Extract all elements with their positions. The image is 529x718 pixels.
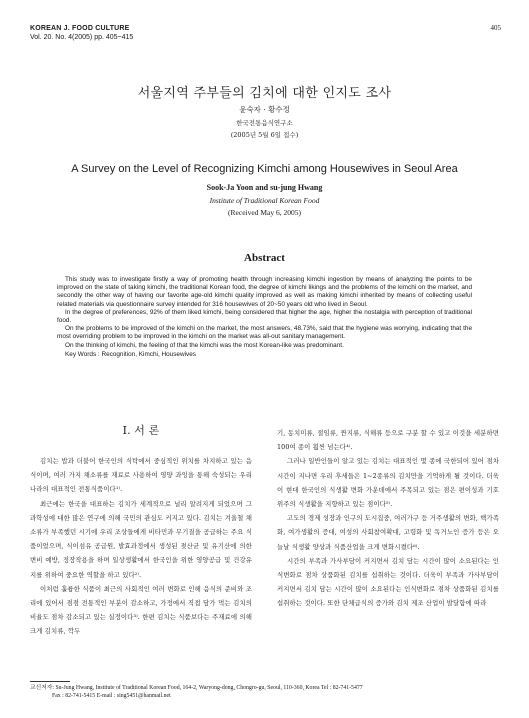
abstract-paragraph: This study was to investigate firstly a way of promoting health through increasing kimchi ingestion by means of analyzing the points to be improved on the state of taking kimchi, the traditional Korean food, the degree of kimchi likings and the problems of the kimchi on the market, and secondly the other way of having our favorite age-old kimchi quality improved as well as making kimchi inherited by means of collecting useful related materials via questionnaire survey intended for 316 housewives of 20~50 years old who lived in Seoul.	[57, 276, 472, 308]
body-paragraph: 고도의 경제 성장과 인구의 도시집중, 여러가구 등 거주생활의 변화, 핵가족화, 여가생활의 증대, 여성의 사회참여확대, 고령화 및 독거노인 증가 등은 오늘날 식생활 양상과 식품산업을 크게 변화시켰다⁶⁾.	[277, 514, 499, 551]
abstract-paragraph: In the degree of preferences, 92% of them liked kimchi, being considered that higher the age, higher the nostalgia with perception of traditional food.	[57, 308, 472, 325]
footnote-divider	[30, 681, 70, 682]
abstract-heading: Abstract	[244, 252, 285, 264]
korean-received-date: (2005년 5월 6일 접수)	[230, 131, 299, 139]
korean-title: 서울지역 주부들의 김치에 대한 인지도 조사	[137, 86, 392, 101]
right-column	[277, 426, 499, 611]
english-institute: Institute of Traditional Korean Food	[209, 196, 320, 205]
body-paragraph: 그러나 일반인들이 알고 있는 김치는 대표적인 몇 종에 국한되어 있어 점차 시간이 지나면 우리 후세들은 1~2종류의 김치만을 기억하게 될 것이다. 더욱이 현대 한국인의 식생활 변화 가운데에서 주목되고 있는 점은 편이성과 기호 위주의 식생활을 지향하고 있는 점이다⁵⁾.	[277, 457, 499, 509]
english-received-date: (Received May 6, 2005)	[228, 208, 301, 217]
footnote-contact: Fax : 82-741-5415 E-mail : sing5451@hanmail.net	[52, 693, 171, 699]
section-heading-introduction: I. 서 론	[122, 424, 160, 437]
english-title: A Survey on the Level of Recognizing Kimchi among Housewives in Seoul Area	[71, 163, 458, 175]
page-number: 405	[490, 24, 501, 32]
journal-header	[30, 24, 133, 42]
abstract-paragraph: On the thinking of kimchi, the feeling of that the kimchi was the most Korean-like was predominant.	[65, 341, 344, 349]
english-authors: Sook-Ja Yoon and su-jung Hwang	[206, 183, 323, 192]
journal-name: KOREAN J. FOOD CULTURE	[30, 25, 130, 32]
body-paragraph: 이처럼 훌륭한 식품이 최근의 사회적인 여러 변화로 인해 음식의 준비와 조리에 있어서 점점 전통적인 부분이 감소하고, 가정에서 직접 담가 먹는 김치의 비율도 점차 감소되고 있는 실정이다³⁾. 한편 김치는 식품보다는 주재료에 의해 크게 김치류, 깍두	[30, 584, 252, 636]
korean-authors: 윤숙자 · 황수정	[239, 105, 290, 114]
keywords: Key Words : Recognition, Kimchi, Housewives	[65, 350, 196, 358]
left-column-body	[30, 454, 252, 639]
body-paragraph: 시간의 부족과 가사부담이 커지면서 김치 담는 시간이 많이 소요된다는 인식변화로 점차 상품화된 김치를 섭취하는 것이다. 더욱이 부족과 가사부담이 커지면서 김치 담는 시간이 많이 소요된다는 인식변화로 점차 상품화된 김치를 섭취하는 것이다. 또한 단체급식의 증가와 김치 제조 산업이 발달함에 따라	[277, 556, 499, 608]
left-column	[30, 424, 252, 639]
journal-volume: Vol. 20. No. 4(2005) pp. 405~415	[30, 34, 134, 41]
body-paragraph: 기, 동치미류, 절임류, 짠지류, 식해류 등으로 구분 할 수 있고 이것을 세분하면 100여 종이 훨씬 넘는다⁴⁾.	[277, 429, 499, 452]
body-paragraph: 김치는 밥과 더불어 한국인의 식탁에서 중심적인 위치를 차지하고 있는 음식이며, 여러 가지 채소류를 재료로 사용하여 영양 과잉을 통해 숙성되는 우리나라의 대표적인 전통식품이다¹⁾.	[30, 457, 252, 494]
corresponding-author-footnote	[30, 684, 500, 700]
footnote-address: 교신저자: Su-Jung Hwang, Institute of Traditional Korean Food, 164-2, Waryong-dong, Chongro-gu, Seoul, 110-360, Korea Tel : 82-741-5477	[30, 685, 363, 691]
abstract-paragraph: On the problems to be improved of the kimchi on the market, the most answers, 48.73%, said that the hygiene was worrying, indicating that the most overriding problem to be improved in the kimchi on the market was all-out sanitary management.	[57, 325, 472, 341]
abstract-body	[57, 276, 472, 359]
korean-institute: 한국전통음식연구소	[236, 119, 293, 127]
body-paragraph: 최근에는 한국을 대표하는 김치가 세계적으로 널리 알려지게 되었으며 그 과학성에 대한 많은 연구에 의해 국민의 관심도 커지고 있다. 김치는 겨울철 채소류가 부족했던 시기에 우리 조상들에게 비타민과 무기질을 공급하는 주요 식품이었으며, 식이섬유 공급원, 발효과정에서 생성된 젖산균 및 유기산에 의한 변비 예방, 정장작용을 하며 일상생활에서 한국인을 위한 영양공급 및 건강유지를 위하여 중요한 역할을 하고 있다²⁾.	[30, 499, 252, 579]
